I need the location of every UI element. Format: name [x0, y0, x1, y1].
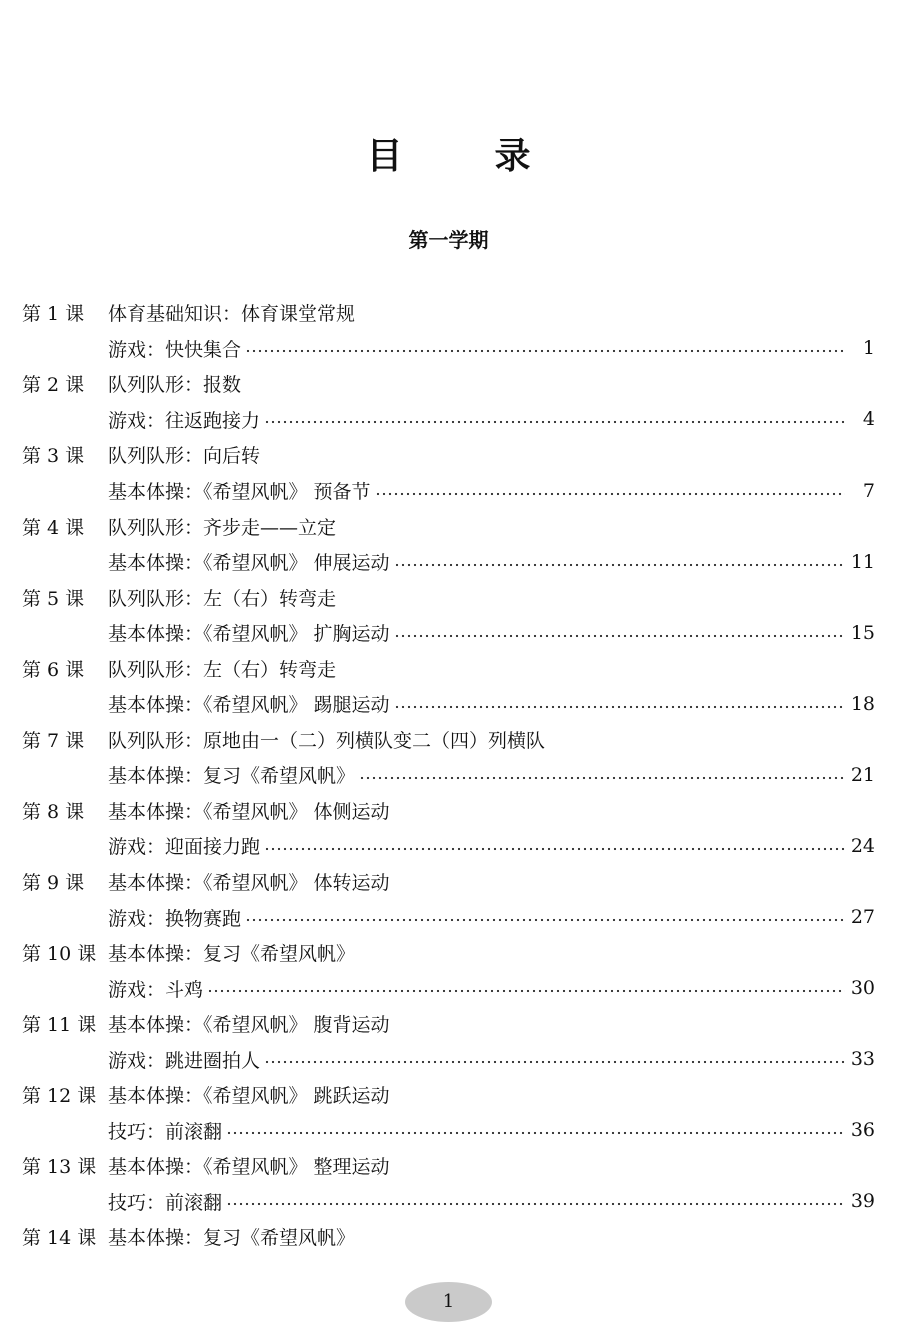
toc-entry-row[interactable]: [22, 828, 875, 864]
title-char-1: 目: [366, 136, 403, 177]
entry-title: 游戏：迎面接力跑: [108, 836, 261, 859]
entry-page-number: 39: [850, 1190, 875, 1213]
toc-entry-row[interactable]: [22, 615, 875, 651]
entry-page-number: 11: [850, 550, 875, 573]
entry-title: 游戏：斗鸡: [108, 978, 204, 1001]
entry-title: 游戏：往返跑接力: [108, 409, 261, 432]
toc-entry-row[interactable]: [22, 1113, 875, 1149]
entry-title: 基本体操：《希望风帆》 扩胸运动: [108, 623, 390, 646]
lesson-label: 第 9 课: [22, 872, 85, 895]
dot-leader: [359, 776, 845, 780]
toc-lesson-row[interactable]: [22, 793, 875, 829]
lesson-label: 第 10 课: [22, 943, 97, 966]
page-title: [0, 128, 897, 179]
entry-title: 基本体操：复习《希望风帆》: [108, 765, 356, 788]
toc-entry-row[interactable]: [22, 473, 875, 509]
entry-title: 技巧：前滚翻: [108, 1120, 223, 1143]
toc-lesson-row[interactable]: [22, 295, 875, 331]
entry-page-number: 33: [850, 1048, 875, 1071]
toc-lesson-row[interactable]: [22, 508, 875, 544]
dot-leader: [264, 1060, 845, 1064]
toc-lesson-row[interactable]: [22, 650, 875, 686]
entry-title: 技巧：前滚翻: [108, 1191, 223, 1214]
lesson-title: 基本体操：《希望风帆》 腹背运动: [108, 1014, 390, 1037]
term-heading: 第一学期: [408, 228, 489, 252]
lesson-label: 第 11 课: [22, 1014, 97, 1037]
lesson-label: 第 5 课: [22, 587, 85, 610]
toc-entry-row[interactable]: [22, 1184, 875, 1220]
toc-entry-row[interactable]: [22, 686, 875, 722]
entry-title: 游戏：换物赛跑: [108, 907, 242, 930]
toc-lesson-row[interactable]: [22, 579, 875, 615]
lesson-title: 体育基础知识：体育课堂常规: [108, 303, 356, 326]
entry-page-number: 36: [850, 1119, 875, 1142]
entry-title: 游戏：跳进圈拍人: [108, 1049, 261, 1072]
toc-lesson-row[interactable]: [22, 366, 875, 402]
toc-entry-row[interactable]: [22, 899, 875, 935]
toc-entry-row[interactable]: [22, 544, 875, 580]
toc-lesson-row[interactable]: [22, 722, 875, 758]
entry-page-number: 1: [862, 337, 875, 360]
toc-lesson-row[interactable]: [22, 437, 875, 473]
lesson-title: 基本体操：《希望风帆》 体侧运动: [108, 800, 390, 823]
dot-leader: [264, 847, 845, 851]
lesson-label: 第 12 课: [22, 1085, 97, 1108]
dot-leader: [226, 1202, 845, 1206]
lesson-title: 基本体操：复习《希望风帆》: [108, 943, 356, 966]
dot-leader: [207, 989, 845, 993]
toc-lesson-row[interactable]: [22, 864, 875, 900]
toc-entry-row[interactable]: [22, 970, 875, 1006]
entry-title: 游戏：快快集合: [108, 338, 242, 361]
toc-entry-row[interactable]: [22, 757, 875, 793]
toc-lesson-row[interactable]: [22, 935, 875, 971]
dot-leader: [375, 492, 845, 496]
lesson-title: 基本体操：复习《希望风帆》: [108, 1227, 356, 1250]
lesson-label: 第 8 课: [22, 800, 85, 823]
lesson-title: 队列队形：左（右）转弯走: [108, 658, 337, 681]
entry-page-number: 24: [850, 834, 875, 857]
entry-page-number: 21: [850, 763, 875, 786]
entry-page-number: 7: [862, 479, 875, 502]
entry-title: 基本体操：《希望风帆》 伸展运动: [108, 552, 390, 575]
dot-leader: [394, 634, 845, 638]
dot-leader: [394, 563, 845, 567]
dot-leader: [245, 918, 845, 922]
lesson-title: 队列队形：向后转: [108, 445, 261, 468]
lesson-title: 队列队形：齐步走——立定: [108, 516, 337, 539]
table-of-contents: [22, 295, 875, 1255]
lesson-title: 基本体操：《希望风帆》 体转运动: [108, 872, 390, 895]
lesson-title: 基本体操：《希望风帆》 整理运动: [108, 1156, 390, 1179]
entry-page-number: 27: [850, 906, 875, 929]
entry-page-number: 15: [850, 621, 875, 644]
lesson-label: 第 7 课: [22, 729, 85, 752]
lesson-label: 第 1 课: [22, 303, 85, 326]
lesson-title: 基本体操：《希望风帆》 跳跃运动: [108, 1085, 390, 1108]
toc-lesson-row[interactable]: [22, 1077, 875, 1113]
entry-title: 基本体操：《希望风帆》 踢腿运动: [108, 694, 390, 717]
lesson-label: 第 14 课: [22, 1227, 97, 1250]
entry-title: 基本体操：《希望风帆》 预备节: [108, 481, 371, 503]
dot-leader: [264, 420, 845, 424]
lesson-label: 第 13 课: [22, 1156, 97, 1179]
lesson-title: 队列队形：报数: [108, 374, 242, 397]
toc-entry-row[interactable]: [22, 331, 875, 367]
toc-lesson-row[interactable]: [22, 1006, 875, 1042]
toc-lesson-row[interactable]: [22, 1148, 875, 1184]
lesson-title: 队列队形：原地由一（二）列横队变二（四）列横队: [108, 729, 546, 752]
page-number: 1: [405, 1282, 492, 1322]
entry-page-number: 4: [862, 408, 875, 431]
lesson-label: 第 6 课: [22, 658, 85, 681]
entry-page-number: 30: [850, 977, 875, 1000]
toc-entry-row[interactable]: [22, 402, 875, 438]
lesson-title: 队列队形：左（右）转弯走: [108, 587, 337, 610]
dot-leader: [394, 705, 845, 709]
dot-leader: [226, 1131, 845, 1135]
toc-lesson-row[interactable]: [22, 1219, 875, 1255]
dot-leader: [245, 349, 845, 353]
lesson-label: 第 4 课: [22, 516, 85, 539]
toc-entry-row[interactable]: [22, 1041, 875, 1077]
lesson-label: 第 3 课: [22, 445, 85, 468]
title-char-2: 录: [494, 136, 531, 177]
lesson-label: 第 2 课: [22, 374, 85, 397]
entry-page-number: 18: [850, 692, 875, 715]
